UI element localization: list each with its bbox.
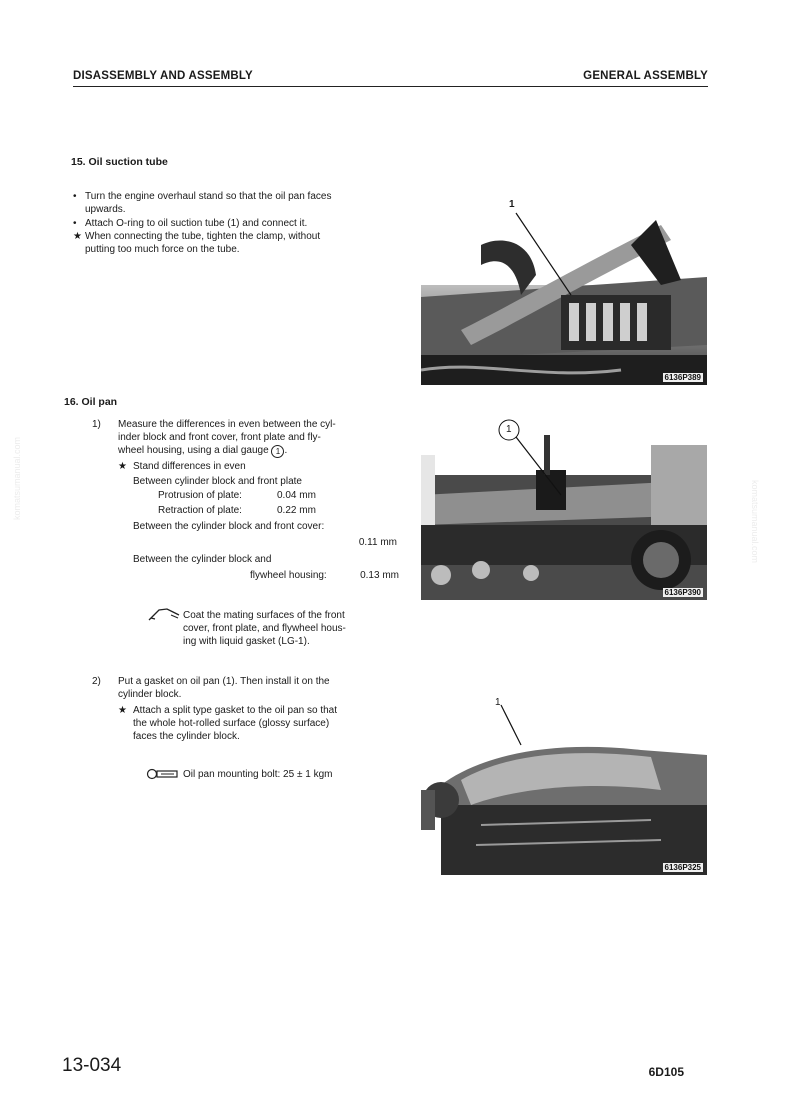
photo-callout-1: 1 — [495, 697, 501, 708]
step-2-number: 2) — [92, 676, 101, 687]
liquid-gasket-note — [183, 609, 403, 649]
note-line: ing with liquid gasket (LG-1). — [183, 636, 310, 648]
gauge-ref-number: 1 — [271, 445, 284, 458]
liquid-gasket-icon — [147, 606, 181, 627]
spec-3-label: flywheel housing: — [250, 570, 327, 581]
item-line: Turn the engine overhaul stand so that the oil pan faces — [85, 191, 332, 202]
note-line: faces the cylinder block. — [133, 731, 240, 743]
photo-code: 6136P389 — [664, 373, 701, 382]
photo-dial-gauge — [421, 405, 707, 600]
note-line: the whole hot-rolled surface (glossy surface) — [133, 718, 330, 730]
star-marker: ★ — [118, 705, 127, 716]
photo-code: 6136P390 — [664, 588, 701, 597]
spec-1a-value: 0.04 mm — [277, 490, 316, 501]
star-marker: ★ — [73, 231, 82, 242]
step-line: cylinder block. — [118, 689, 182, 701]
photo-callout-1: 1 — [509, 199, 515, 210]
step-2-text — [118, 675, 403, 701]
torque-wrench-icon — [146, 767, 178, 786]
spec-3-title: Between the cylinder block and — [133, 554, 272, 565]
step-line: Measure the differences in even between the cyl- — [118, 419, 336, 430]
spec-1b-value: 0.22 mm — [277, 505, 316, 516]
spec-3-value: 0.13 mm — [360, 570, 399, 581]
spec-2-value: 0.11 mm — [358, 537, 397, 548]
watermark-right: komatsumanual.com — [750, 480, 760, 564]
photo-callout-1: 1 — [506, 424, 512, 435]
watermark-left: komatsumanual.com — [12, 436, 22, 520]
star-marker: ★ — [118, 461, 127, 472]
section-15-title: 15. Oil suction tube — [71, 156, 168, 168]
step-1-number: 1) — [92, 419, 101, 430]
torque-spec: Oil pan mounting bolt: 25 ± 1 kgm — [183, 769, 333, 780]
note-line: cover, front plate, and flywheel hous- — [183, 623, 346, 635]
model-code: 6D105 — [648, 1065, 684, 1079]
header-chapter-title: GENERAL ASSEMBLY — [583, 70, 708, 82]
section-16-title: 16. Oil pan — [64, 396, 118, 408]
note-line: Attach a split type gasket to the oil pan so that — [133, 705, 338, 716]
step-2-note — [133, 704, 403, 744]
step-1-text — [118, 418, 403, 458]
item-line: upwards. — [85, 204, 126, 216]
item-line: putting too much force on the tube. — [85, 244, 240, 256]
header-section-title: DISASSEMBLY AND ASSEMBLY — [73, 70, 253, 82]
spec-2-title: Between the cylinder block and front cover: — [133, 521, 325, 532]
header-divider — [73, 86, 708, 87]
page-number: 13-034 — [62, 1055, 122, 1076]
spec-1-title: Between cylinder block and front plate — [133, 476, 302, 487]
spec-1a-label: Protrusion of plate: — [158, 490, 242, 501]
photo-oil-pan — [421, 695, 707, 875]
bullet-marker: • — [73, 191, 77, 202]
step-line: Put a gasket on oil pan (1). Then install it on the — [118, 676, 330, 687]
stand-differences-heading: Stand differences in even — [133, 461, 246, 472]
note-line: Coat the mating surfaces of the front — [183, 610, 345, 621]
photo-code: 6136P325 — [664, 863, 701, 872]
spec-1b-label: Retraction of plate: — [158, 505, 242, 516]
item-line: When connecting the tube, tighten the clamp, without — [85, 231, 321, 242]
gauge-ref-tail: . — [284, 445, 288, 457]
photo-oil-suction-tube — [421, 185, 707, 385]
step-line — [118, 444, 403, 458]
item-line: Attach O-ring to oil suction tube (1) and connect it. — [85, 218, 308, 229]
step-line: inder block and front cover, front plate and fly- — [118, 432, 321, 444]
bullet-marker: • — [73, 218, 77, 229]
step-line-text: wheel housing, using a dial gauge — [118, 445, 269, 457]
